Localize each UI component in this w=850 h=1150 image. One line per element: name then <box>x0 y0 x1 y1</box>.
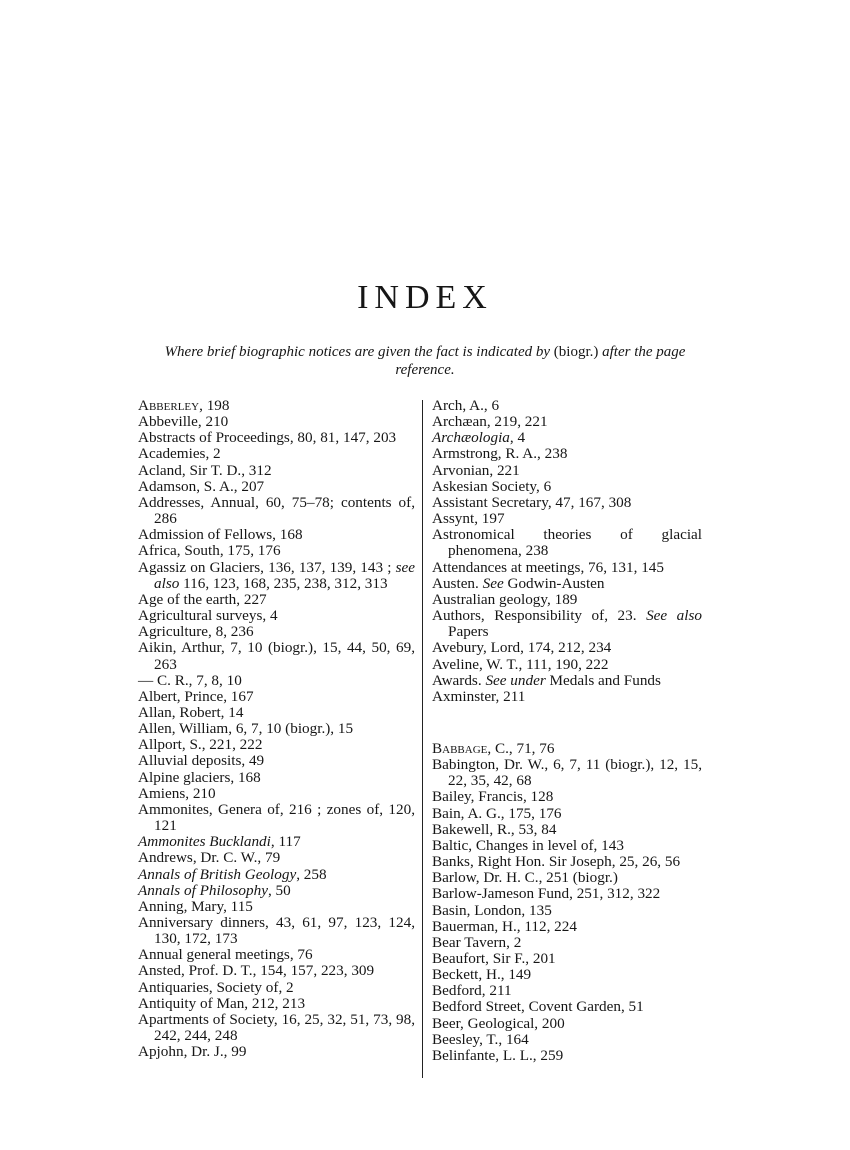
entry-text: Baltic, Changes in level of, 143 <box>432 836 624 854</box>
entry-text: Anniversary dinners, 43, 61, 97, 123, 124, 130, 172, 173 <box>138 914 415 948</box>
index-entry <box>432 838 702 854</box>
entry-text: Barlow-Jameson Fund, 251, 312, 322 <box>432 885 661 903</box>
entry-text: Avebury, Lord, 174, 212, 234 <box>432 639 612 657</box>
index-entry <box>432 673 702 689</box>
index-entry <box>432 854 702 870</box>
entry-text: Assistant Secretary, 47, 167, 308 <box>432 493 632 511</box>
entry-text: Amiens, 210 <box>138 784 216 802</box>
entry-text: Ammonites, Genera of, 216 ; zones of, 120, 121 <box>138 800 415 835</box>
index-entry <box>138 414 415 430</box>
index-entry <box>432 560 702 576</box>
index-entry <box>138 899 415 915</box>
index-entry <box>432 527 702 559</box>
entry-text: Bain, A. G., 175, 176 <box>432 804 562 822</box>
entry-italic: See under <box>485 671 546 689</box>
entry-text: Apartments of Society, 16, 25, 32, 51, 73, 98, 242, 244, 248 <box>138 1010 415 1045</box>
index-entry <box>138 624 415 640</box>
index-entry <box>432 414 702 430</box>
index-note <box>140 343 710 379</box>
entry-text: Arch, A., 6 <box>432 397 500 414</box>
index-entry <box>432 479 702 495</box>
entry-text: Alpine glaciers, 168 <box>138 768 261 786</box>
entry-text: Attendances at meetings, 76, 131, 145 <box>432 558 664 576</box>
index-entry <box>432 576 702 592</box>
index-entry <box>432 983 702 999</box>
entry-text: Basin, London, 135 <box>432 901 552 919</box>
index-entry <box>138 867 415 883</box>
entry-text: Bakewell, R., 53, 84 <box>432 820 557 838</box>
index-entry <box>138 915 415 947</box>
entry-text: Belinfante, L. L., 259 <box>432 1046 564 1064</box>
index-entry <box>432 430 702 446</box>
index-entry <box>432 511 702 527</box>
entry-text: Bauerman, H., 112, 224 <box>432 917 577 935</box>
entry-italic: Annals of British Geology <box>138 865 297 883</box>
index-entry <box>138 479 415 495</box>
entry-text: Agassiz on Glaciers, 136, 137, 139, 143 ; <box>138 558 392 576</box>
entry-text: , 198 <box>199 397 230 414</box>
index-entry <box>138 705 415 721</box>
index-entry <box>138 673 415 689</box>
index-entry <box>432 657 702 673</box>
entry-italic: Archæologia <box>432 429 510 447</box>
entry-text: Beaufort, Sir F., 201 <box>432 950 556 967</box>
entry-text: Aveline, W. T., 111, 190, 222 <box>432 655 609 673</box>
entry-italic: See also <box>646 607 702 625</box>
entry-text: Ansted, Prof. D. T., 154, 157, 223, 309 <box>138 962 375 980</box>
entry-text: Antiquity of Man, 212, 213 <box>138 994 306 1012</box>
entry-text: Papers <box>448 623 489 641</box>
index-entry <box>432 1032 702 1048</box>
entry-text: Annual general meetings, 76 <box>138 946 313 964</box>
index-entry <box>138 689 415 705</box>
entry-text: Adamson, S. A., 207 <box>138 477 265 495</box>
index-entry <box>432 999 702 1015</box>
entry-text: Allport, S., 221, 222 <box>138 736 263 754</box>
entry-text: Bear Tavern, 2 <box>432 933 522 951</box>
entry-text: Beer, Geological, 200 <box>432 1014 565 1032</box>
entry-text: — C. R., 7, 8, 10 <box>138 671 242 689</box>
column-divider <box>422 400 423 1078</box>
index-entry <box>432 608 702 640</box>
entry-italic: see also <box>154 558 416 592</box>
entry-text: Allen, William, 6, 7, 10 (biogr.), 15 <box>138 720 354 738</box>
entry-text: Anning, Mary, 115 <box>138 897 253 915</box>
entry-text: Abstracts of Proceedings, 80, 81, 147, 203 <box>138 429 397 447</box>
entry-text: Assynt, 197 <box>432 510 505 528</box>
entry-text: Bedford, 211 <box>432 982 512 1000</box>
entry-text: Albert, Prince, 167 <box>138 687 254 705</box>
index-entry <box>432 757 702 789</box>
index-entry <box>432 870 702 886</box>
index-entry <box>138 527 415 543</box>
entry-text: Agricultural surveys, 4 <box>138 607 278 625</box>
entry-text: Askesian Society, 6 <box>432 477 552 495</box>
index-entry <box>432 446 702 462</box>
index-entry <box>138 786 415 802</box>
index-entry <box>138 560 415 592</box>
index-entry <box>138 883 415 899</box>
entry-text: Godwin-Austen <box>507 574 605 592</box>
entry-text: Andrews, Dr. C. W., 79 <box>138 849 281 867</box>
entry-text: Beesley, T., 164 <box>432 1030 529 1048</box>
entry-text: Africa, South, 175, 176 <box>138 542 281 560</box>
index-entry <box>138 753 415 769</box>
index-entry <box>138 980 415 996</box>
index-entry <box>138 963 415 979</box>
index-entry <box>432 592 702 608</box>
index-entry <box>432 463 702 479</box>
entry-text: Bedford Street, Covent Garden, 51 <box>432 998 644 1016</box>
note-text-2: after the page reference. <box>395 344 686 378</box>
index-entry <box>138 495 415 527</box>
entry-text: Austen. <box>432 574 479 592</box>
entry-text: Axminster, 211 <box>432 687 526 705</box>
index-entry <box>138 608 415 624</box>
index-entry <box>138 430 415 446</box>
index-entry <box>432 886 702 902</box>
index-entry <box>138 996 415 1012</box>
index-entry <box>432 495 702 511</box>
entry-italic: Ammonites Bucklandi <box>138 833 271 851</box>
entry-text: Babington, Dr. W., 6, 7, 11 (biogr.), 12, 15, 22, 35, 42, 68 <box>432 756 702 790</box>
index-entry <box>138 398 415 414</box>
entry-text: , 117 <box>270 833 301 851</box>
note-biogr: (biogr.) <box>553 344 599 360</box>
index-entry <box>138 446 415 462</box>
entry-text: , 50 <box>267 881 291 899</box>
entry-text: Authors, Responsibility of, 23. <box>432 607 637 625</box>
index-entry <box>138 1044 415 1060</box>
entry-italic: Annals of Philosophy <box>138 881 268 899</box>
index-entry <box>138 640 415 672</box>
entry-text: Armstrong, R. A., 238 <box>432 445 568 463</box>
entry-text: , 258 <box>296 865 327 883</box>
index-entry <box>432 967 702 983</box>
entry-text: Allan, Robert, 14 <box>138 703 244 721</box>
index-entry <box>138 592 415 608</box>
entry-text: Awards. <box>432 671 482 689</box>
entry-text: , 4 <box>509 429 526 447</box>
index-entry <box>138 802 415 834</box>
entry-heading: Abberley <box>138 397 200 414</box>
entry-text: Archæan, 219, 221 <box>432 413 548 431</box>
entry-heading: Babbage <box>432 739 488 757</box>
index-entry <box>138 737 415 753</box>
entry-text: Age of the earth, 227 <box>138 590 267 608</box>
index-entry <box>138 947 415 963</box>
index-entry <box>432 806 702 822</box>
index-entry <box>138 834 415 850</box>
entry-text: Astronomical theories of glacial phenomena, 238 <box>432 526 702 560</box>
index-entry <box>432 903 702 919</box>
entry-text: Apjohn, Dr. J., 99 <box>138 1043 247 1061</box>
entry-text: Barlow, Dr. H. C., 251 (biogr.) <box>432 869 618 887</box>
index-entry <box>432 398 702 414</box>
index-entry <box>432 1016 702 1032</box>
index-entry <box>138 463 415 479</box>
entry-text: 116, 123, 168, 235, 238, 312, 313 <box>183 574 388 592</box>
index-entry <box>432 640 702 656</box>
entry-text: Antiquaries, Society of, 2 <box>138 978 294 996</box>
entry-text: Arvonian, 221 <box>432 461 520 479</box>
index-entry <box>432 919 702 935</box>
index-column-right <box>432 398 702 1064</box>
index-entry <box>432 689 702 705</box>
entry-text: , C., 71, 76 <box>487 739 555 757</box>
index-entry <box>138 770 415 786</box>
entry-text: Abbeville, 210 <box>138 413 229 431</box>
entry-text: Bailey, Francis, 128 <box>432 788 554 806</box>
entry-text: Beckett, H., 149 <box>432 966 532 984</box>
index-entry <box>138 721 415 737</box>
note-text-1: Where brief biographic notices are given the fact is indicated by <box>164 344 551 360</box>
entry-text: Australian geology, 189 <box>432 590 578 608</box>
entry-italic: See <box>482 574 504 592</box>
entry-text: Banks, Right Hon. Sir Joseph, 25, 26, 56 <box>432 853 681 871</box>
index-column-left <box>138 398 415 1060</box>
entry-text: Agriculture, 8, 236 <box>138 623 254 641</box>
page-title: INDEX <box>357 279 493 316</box>
index-entry <box>432 935 702 951</box>
index-entry <box>432 1048 702 1064</box>
entry-text: Addresses, Annual, 60, 75–78; contents of, 286 <box>138 493 415 528</box>
index-entry <box>138 1012 415 1044</box>
index-entry <box>432 741 702 757</box>
index-entry <box>432 822 702 838</box>
index-entry <box>138 850 415 866</box>
index-entry <box>432 951 702 967</box>
index-entry <box>432 789 702 805</box>
entry-text: Aikin, Arthur, 7, 10 (biogr.), 15, 44, 50, 69, 263 <box>138 639 415 673</box>
entry-text: Alluvial deposits, 49 <box>138 752 265 770</box>
entry-text: Academies, 2 <box>138 445 221 463</box>
entry-text: Acland, Sir T. D., 312 <box>138 461 272 479</box>
entry-text: Admission of Fellows, 168 <box>138 526 303 544</box>
index-entry <box>138 543 415 559</box>
entry-text: Medals and Funds <box>549 671 661 689</box>
